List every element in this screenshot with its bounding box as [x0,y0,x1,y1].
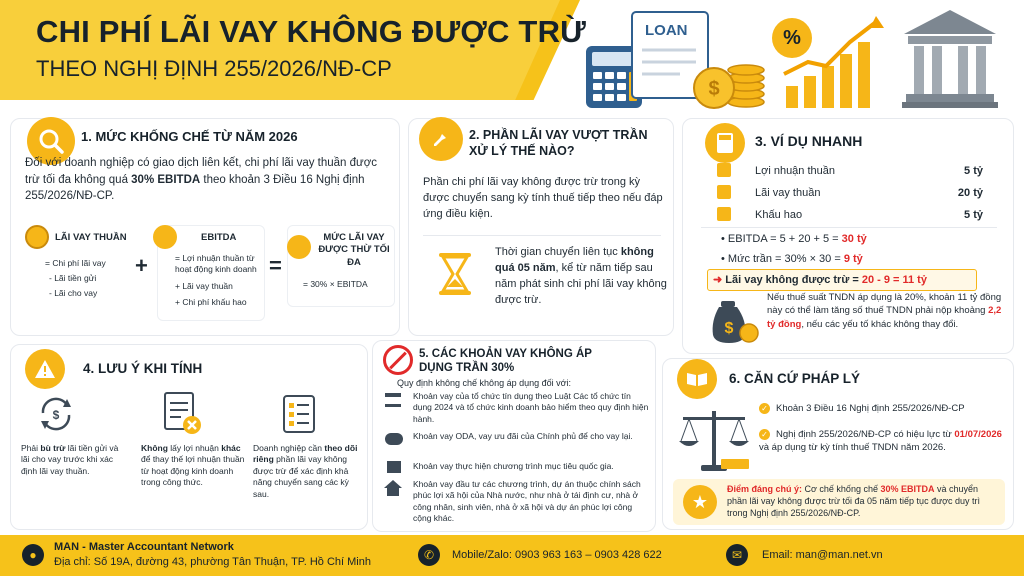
max-title: MỨC LÃI VAY ĐƯỢC THỪ TỐI ĐA [318,232,390,268]
note-text-end: lãi tiền gửi và lãi cho vay trước khi xác định lãi vay thuần. [21,443,119,476]
tax-note-value: 2,2 tỷ đồng [767,305,1002,330]
legal-text: Nghị định 255/2026/NĐ-CP có hiệu lực từ [776,429,955,440]
phone-icon: ✆ [418,544,440,566]
note-text-end: phần lãi vay không được trừ để xác định khả năng chuyển sang các kỳ sau. [253,454,349,499]
transfer-text-end: , kể từ năm tiếp sau năm phát sinh chi phí lãi vay không được trừ. [495,261,667,306]
example-row-label: Lợi nhuận thuần [755,165,836,177]
calc-value: 20 - 9 = 11 tỷ [861,274,927,286]
document-reject-icon [161,391,203,437]
coin-stack-icon [690,48,770,110]
section-excess-body: Phần chi phí lãi vay không được trừ trong kỳ được chuyển sang kỳ tính thuế tiếp theo nếu đáp ứng điều kiện. [423,176,663,220]
bar-chart-icon [153,225,177,249]
bank-icon [900,8,1000,110]
depreciation-icon [717,207,731,221]
handshake-icon [385,433,403,445]
footer-email[interactable]: Email: man@man.net.vn [762,549,883,561]
section-exempt-heading: 5. CÁC KHOẢN VAY KHÔNG ÁP DỤNG TRẦN 30% [419,348,592,375]
legal-item-1 [759,403,1005,416]
calc-value: 30 tỷ [841,233,867,245]
coins-icon [25,225,49,249]
legal-item-2 [759,429,1005,455]
calc-text: EBITDA = 5 + 20 + 5 = [727,233,842,245]
highlight-text: Cơ chế khống chế [802,484,881,494]
arrow-right-icon: ➜ [713,274,723,286]
max-formula: = 30% × EBITDA [303,279,368,289]
note-offset [21,443,129,477]
example-row-label: Khấu hao [755,209,803,221]
ebitda-item-1: = Lợi nhuận thuần từ hoạt động kinh doanh [175,253,257,275]
legal-text: Khoản 3 Điều 16 Nghị định 255/2026/NĐ-CP [776,403,965,414]
calculator-round-icon [705,123,745,163]
house-icon [383,479,403,497]
header [0,0,1024,112]
check-icon: ✓ [759,403,770,414]
equals-sign: = [269,253,282,278]
book-icon [677,359,717,399]
example-row-value: 20 tỷ [957,187,983,199]
footer-org: MAN - Master Accountant Network [54,541,234,553]
note-bold: khác [221,443,241,453]
section-notes [10,344,368,530]
email-icon: ✉ [726,544,748,566]
star-icon: ★ [683,485,717,519]
tax-note-end: , nếu các yếu tố khác không thay đổi. [801,318,959,330]
highlight-label: Điểm đáng chú ý: [727,484,803,494]
divider [423,235,661,236]
profit-icon [717,163,731,177]
note-text: Phải [21,443,41,453]
svg-text:$: $ [724,320,734,337]
section-limit-heading: 1. MỨC KHỐNG CHẾ TỪ NĂM 2026 [81,129,298,144]
footer [0,535,1024,576]
checklist-icon [281,393,317,435]
highlight-bold: 30% EBITDA [880,484,935,494]
net-interest-title: LÃI VAY THUẦN [55,232,127,243]
section-excess-heading: 2. PHẦN LÃI VAY VƯỢT TRẦN XỬ LÝ THẾ NÀO? [469,128,648,159]
example-row-value: 5 tỷ [964,165,983,177]
interest-icon [717,185,731,199]
net-interest-item-1: = Chi phí lãi vay [45,258,106,268]
calc-ebitda: • EBITDA = 5 + 20 + 5 = 30 tỷ [721,233,867,245]
ebitda-item-2: + Lãi vay thuần [175,281,233,291]
section-limit-body [25,155,393,205]
exempt-intro: Quy định không chế không áp dụng đối với: [397,378,572,388]
legal-text-end: và áp dụng từ kỳ tính thuế TNDN năm 2026. [759,441,946,453]
svg-text:$: $ [708,78,720,100]
transfer-bold: không quá 05 năm [495,246,654,274]
example-row-value: 5 tỷ [964,209,983,221]
note-bold: theo dõi riêng [253,443,358,465]
note-text: Doanh nghiệp cần [253,443,325,453]
exchange-icon [37,395,75,433]
calc-text: Lãi vay không được trừ = [725,274,862,286]
net-interest-item-3: - Lãi cho vay [49,288,98,298]
body-bold: 30% EBITDA [131,173,201,186]
svg-text:$: $ [52,408,60,422]
legal-date: 01/07/2026 [954,429,1002,440]
section-example-heading: 3. VÍ DỤ NHANH [755,133,863,149]
tax-note [767,291,1007,331]
body-text: Đối với doanh nghiệp có giao dịch liên kết, chi phí lãi vay thuần được trừ tối đa không quá [25,157,378,186]
page-subtitle: THEO NGHỊ ĐỊNH 255/2026/NĐ-CP [36,56,392,81]
note-no-substitute [141,443,249,489]
transfer-text: Thời gian chuyển liên tục [495,246,621,258]
prohibited-icon [383,345,413,375]
plus-sign: + [135,253,148,278]
section-notes-heading: 4. LƯU Ý KHI TÍNH [83,361,203,376]
hourglass-icon [435,251,475,297]
section-legal-heading: 6. CĂN CỨ PHÁP LÝ [729,371,860,386]
ebitda-item-3: + Chi phí khấu hao [175,297,247,307]
pin-icon [419,117,463,161]
body-text-end: theo khoản 3 Điều 16 Nghị định 255/2026/NĐ-CP. [25,173,365,203]
calc-cap: • Mức trần = 30% × 30 = 9 tỷ [721,253,863,265]
tax-note-text: Nếu thuế suất TNDN áp dụng là 20%, khoản 11 tỷ đồng này có thể làm tăng số thuế TNDN phải nộp khoảng [767,292,1002,317]
calc-text: Mức trần = 30% × 30 = [727,253,844,265]
note-text: lấy lợi nhuận [167,443,222,453]
loan-label: LOAN [645,22,688,39]
note-bold: bù trừ [40,443,66,453]
warning-icon [25,349,65,389]
section-example [682,118,1014,354]
ebitda-title: EBITDA [201,232,237,243]
percent-icon: % [772,18,812,58]
highlight-text-end: và chuyển phần lãi vay không được trừ tối đa 05 năm tiếp tục được duy trì trong Nghị định 255/2026/NĐ-CP. [727,484,981,519]
bank-small-icon [385,393,401,407]
divider [701,227,997,228]
exempt-item: Khoản vay ODA, vay ưu đãi của Chính phủ để cho vay lại. [413,431,633,441]
check-icon: ✓ [759,429,770,440]
growth-chart-icon [780,14,888,110]
exempt-item: Khoản vay thực hiện chương trình mục tiêu quốc gia. [413,461,614,471]
calculator-small-icon [287,235,311,259]
net-interest-item-2: - Lãi tiền gửi [49,273,97,283]
location-icon: ● [22,544,44,566]
calc-value: 9 tỷ [843,253,863,265]
money-bag-icon [703,293,759,345]
calc-result [713,273,927,286]
section-excess [408,118,674,336]
example-row-label: Lãi vay thuần [755,187,821,199]
note-track [253,443,365,500]
highlight-note [727,483,999,519]
transfer-period [495,245,667,309]
page-title: CHI PHÍ LÃI VAY KHÔNG ĐƯỢC TRỪ [36,14,587,49]
footer-phone[interactable]: Mobile/Zalo: 0903 963 163 – 0903 428 622 [452,549,662,561]
note-bold: Không [141,443,168,453]
section-exempt [372,340,656,532]
flag-icon [387,461,401,473]
section-legal [662,358,1014,530]
note-text-end: để thay thế lợi nhuận thuần từ hoạt động kinh doanh trong công thức. [141,454,245,488]
exempt-item: Khoản vay của tổ chức tín dụng theo Luật Các tổ chức tín dụng 2024 và tổ chức kinh doanh bảo hiểm theo quy định hiện hành. [413,391,649,424]
justice-scale-icon [677,405,751,475]
section-limit [10,118,400,336]
footer-address: Địa chỉ: Số 19A, đường 43, phường Tân Thuận, TP. Hồ Chí Minh [54,556,371,568]
exempt-item: Khoản vay đầu tư các chương trình, dự án thuộc chính sách phúc lợi xã hội của Nhà nước, như nhà ở tái định cư, nhà ở công nhân, sinh viên, nhà ở xã hội và dự án phúc lợi công cộng khác. [413,479,641,524]
